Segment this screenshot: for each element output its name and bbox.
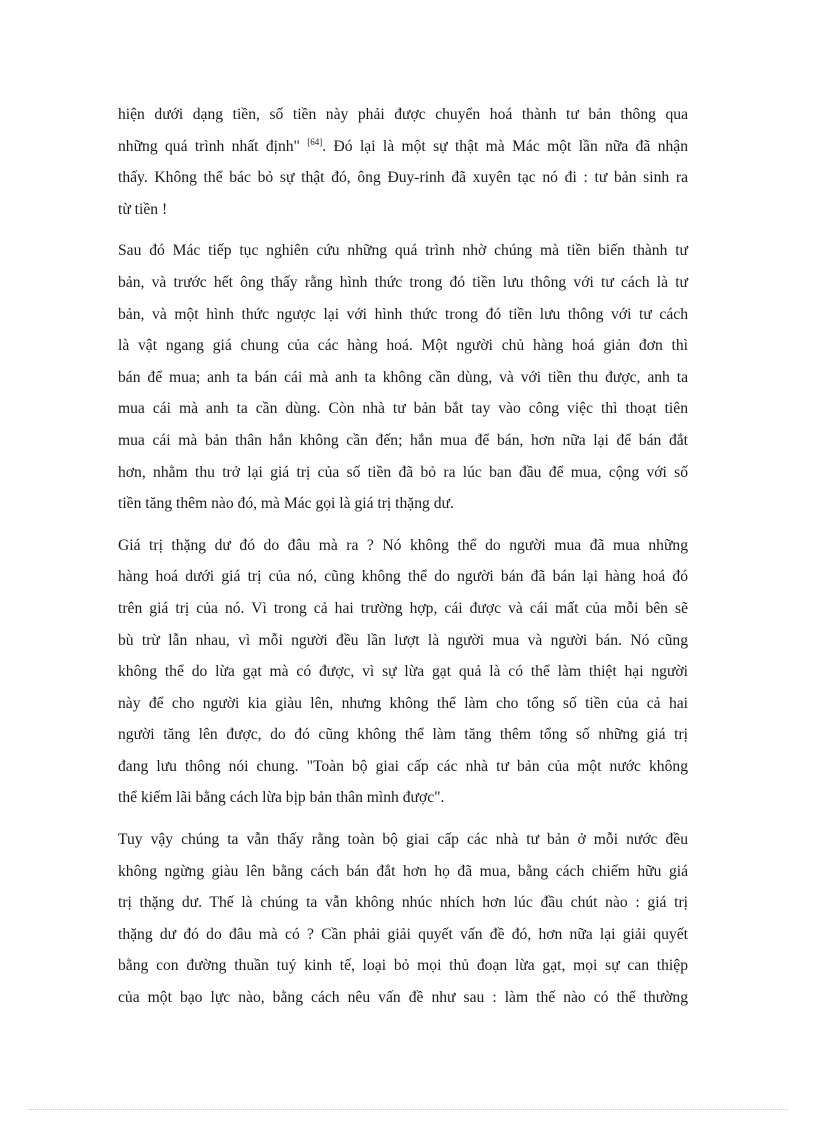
text-line: người tăng lên được, do đó cũng không thể làm tăng thêm tổng số những giá trị xyxy=(118,726,688,744)
text-line: bán để mua; anh ta bán cái mà anh ta không cần dùng, và với tiền thu được, anh ta xyxy=(118,368,688,386)
text-line: này để cho người kia giàu lên, nhưng không thể làm cho tổng số tiền của cả hai xyxy=(118,694,688,712)
text-line: đang lưu thông nói chung. "Toàn bộ giai cấp các nhà tư bản của một nước không xyxy=(118,757,688,775)
text-line: thấy. Không thể bác bỏ sự thật đó, ông Đuy-rinh đã xuyên tạc nó đi : tư bản sinh ra xyxy=(118,169,688,187)
text-line: không thể do lừa gạt mà có được, vì sự lừa gạt quả là có thể làm thiệt hại người xyxy=(118,663,688,681)
page-bottom-divider xyxy=(28,1109,788,1110)
text-line: tiền tăng thêm nào đó, mà Mác gọi là giá trị thặng dư. xyxy=(118,495,454,513)
text-line: hiện dưới dạng tiền, số tiền này phải được chuyển hoá thành tư bản thông qua xyxy=(118,106,688,123)
text-line: thể kiếm lãi bằng cách lừa bịp bản thân mình được". xyxy=(118,789,445,807)
text-line: trên giá trị của nó. Vì trong cả hai trường hợp, cái được và cái mất của mỗi bên sẽ xyxy=(118,599,688,617)
text-line: mua cái mà bản thân hắn không cần đến; hắn mua để bán, hơn nữa lại để bán đắt xyxy=(118,431,688,449)
paragraph-2 xyxy=(118,235,688,519)
paragraph-4 xyxy=(118,824,688,1014)
text-line: của một bạo lực nào, bằng cách nêu vấn đề như sau : làm thế nào có thể thường xyxy=(118,989,688,1007)
text-line: hơn, nhằm thu trở lại giá trị của số tiền đã bỏ ra lúc ban đầu để mua, cộng với số xyxy=(118,463,688,481)
text-line: Giá trị thặng dư đó do đâu mà ra ? Nó không thể do người mua đã mua những xyxy=(118,536,688,554)
paragraph-1 xyxy=(118,99,688,225)
paragraph-3 xyxy=(118,530,688,814)
text-line-with-footnote xyxy=(118,131,688,163)
text-line: bằng con đường thuần tuý kinh tế, loại bỏ mọi thủ đoạn lừa gạt, mọi sự can thiệp xyxy=(118,957,688,975)
text-line: trị thặng dư. Thế là chúng ta vẫn không nhúc nhích hơn lúc đầu chút nào : giá trị xyxy=(118,894,688,912)
text-line-part: những quá trình nhất định" xyxy=(118,137,300,155)
text-line: bản, và trước hết ông thấy rằng hình thức trong đó tiền lưu thông với tư cách là tư xyxy=(118,273,688,291)
text-line-part: . Đó lại là một sự thật mà Mác một lần nữa đã nhận xyxy=(322,137,689,155)
text-line: hàng hoá dưới giá trị của nó, cũng không thể do người bán đã bán lại hàng hoá đó xyxy=(118,568,688,586)
text-line: Tuy vậy chúng ta vẫn thấy rằng toàn bộ giai cấp các nhà tư bản ở mỗi nước đều xyxy=(118,831,688,849)
text-line: Sau đó Mác tiếp tục nghiên cứu những quá trình nhờ chúng mà tiền biến thành tư xyxy=(118,242,688,260)
text-line: mua cái mà anh ta cần dùng. Còn nhà tư bản bắt tay vào công việc thì thoạt tiên xyxy=(118,400,688,418)
text-line: bù trừ lẫn nhau, vì mỗi người đều lần lượt là người mua và người bán. Nó cũng xyxy=(118,631,688,649)
text-line: bản, và một hình thức ngược lại với hình thức trong đó tiền lưu thông với tư cách xyxy=(118,305,688,323)
text-line: không ngừng giàu lên bằng cách bán đắt hơn họ đã mua, bằng cách chiếm hữu giá xyxy=(118,862,688,880)
text-line: thặng dư đó do đâu mà có ? Cần phải giải quyết vấn đề đó, hơn nữa lại giải quyết xyxy=(118,925,688,943)
text-line: là vật ngang giá chung của các hàng hoá. Một người chủ hàng hoá giản đơn thì xyxy=(118,337,688,355)
document-body xyxy=(118,99,688,1024)
text-line: từ tiền ! xyxy=(118,200,168,218)
footnote-ref[interactable]: [64] xyxy=(307,136,323,147)
